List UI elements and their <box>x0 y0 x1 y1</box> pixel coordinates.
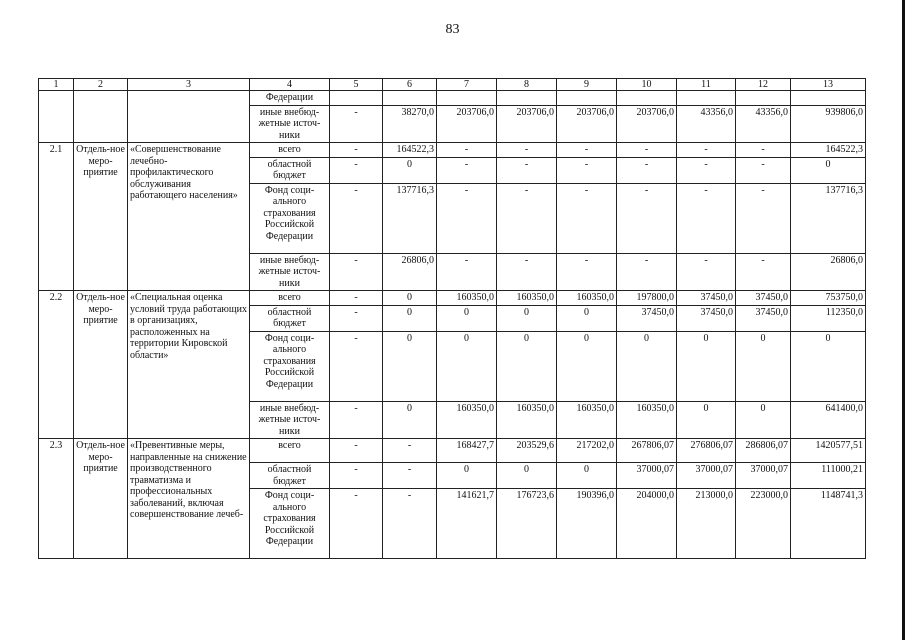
value-cell: 176723,6 <box>497 489 557 559</box>
value-cell: 37450,0 <box>677 291 736 306</box>
header-cell: 8 <box>497 79 557 91</box>
value-cell: 0 <box>557 305 617 331</box>
value-cell: 0 <box>677 401 736 439</box>
value-cell: - <box>330 105 383 143</box>
source-cell: всего <box>250 143 330 158</box>
page-number: 83 <box>445 22 460 37</box>
value-cell: 164522,3 <box>383 143 437 158</box>
value-cell: - <box>736 157 791 183</box>
value-cell: 0 <box>557 463 617 489</box>
header-cell: 12 <box>736 79 791 91</box>
value-cell: 160350,0 <box>497 401 557 439</box>
value-cell: 203706,0 <box>497 105 557 143</box>
value-cell: 111000,21 <box>791 463 866 489</box>
source-cell: Фонд соци-ального страхования Российской Федерации <box>250 331 330 401</box>
value-cell: 26806,0 <box>791 253 866 291</box>
value-cell: - <box>617 143 677 158</box>
value-cell: 753750,0 <box>791 291 866 306</box>
value-cell: - <box>617 253 677 291</box>
value-cell: - <box>437 157 497 183</box>
value-cell: 203706,0 <box>617 105 677 143</box>
value-cell: 0 <box>736 331 791 401</box>
value-cell: 939806,0 <box>791 105 866 143</box>
value-cell: - <box>330 331 383 401</box>
header-cell: 2 <box>74 79 128 91</box>
source-cell: всего <box>250 439 330 463</box>
value-cell: 37450,0 <box>736 291 791 306</box>
value-cell: 197800,0 <box>617 291 677 306</box>
value-cell: 37000,07 <box>736 463 791 489</box>
item-number: 2.1 <box>39 143 74 291</box>
value-cell: - <box>557 183 617 253</box>
item-number: 2.2 <box>39 291 74 439</box>
value-cell: - <box>330 143 383 158</box>
value-cell: - <box>330 401 383 439</box>
header-cell: 11 <box>677 79 736 91</box>
value-cell: 0 <box>437 331 497 401</box>
value-cell: 141621,7 <box>437 489 497 559</box>
value-cell: 190396,0 <box>557 489 617 559</box>
value-cell: - <box>497 253 557 291</box>
value-cell: 112350,0 <box>791 305 866 331</box>
value-cell: - <box>383 439 437 463</box>
value-cell: 43356,0 <box>677 105 736 143</box>
value-cell: 286806,07 <box>736 439 791 463</box>
value-cell: 204000,0 <box>617 489 677 559</box>
source-cell: иные внебюд-жетные источ-ники <box>250 401 330 439</box>
source-cell: всего <box>250 291 330 306</box>
item-type: Отдель-ное меро-приятие <box>74 439 128 559</box>
value-cell: 1420577,51 <box>791 439 866 463</box>
value-cell: 37000,07 <box>677 463 736 489</box>
value-cell: - <box>330 291 383 306</box>
value-cell: - <box>330 183 383 253</box>
value-cell: 43356,0 <box>736 105 791 143</box>
value-cell: 37450,0 <box>617 305 677 331</box>
value-cell: 0 <box>497 305 557 331</box>
value-cell: 26806,0 <box>383 253 437 291</box>
value-cell: 160350,0 <box>617 401 677 439</box>
header-cell: 3 <box>128 79 250 91</box>
value-cell: 0 <box>437 463 497 489</box>
value-cell: 0 <box>383 291 437 306</box>
value-cell: - <box>497 157 557 183</box>
value-cell: 0 <box>383 331 437 401</box>
value-cell: - <box>557 253 617 291</box>
table-row <box>39 291 866 306</box>
value-cell: 203706,0 <box>557 105 617 143</box>
source-cell: Фонд соци-ального страхования Российской Федерации <box>250 183 330 253</box>
value-cell: - <box>557 143 617 158</box>
item-name: «Совершенствование лечебно-профилактического обслуживания работающего населения» <box>128 143 250 291</box>
value-cell: - <box>736 253 791 291</box>
header-cell: 10 <box>617 79 677 91</box>
value-cell: 137716,3 <box>383 183 437 253</box>
source-cell: Федерации <box>250 91 330 106</box>
value-cell: - <box>330 489 383 559</box>
value-cell: 160350,0 <box>557 401 617 439</box>
budget-table <box>38 78 866 559</box>
value-cell: - <box>497 183 557 253</box>
value-cell: - <box>736 183 791 253</box>
value-cell: - <box>330 463 383 489</box>
value-cell: - <box>437 253 497 291</box>
value-cell: 38270,0 <box>383 105 437 143</box>
header-cell: 7 <box>437 79 497 91</box>
value-cell: 203529,6 <box>497 439 557 463</box>
value-cell: - <box>617 183 677 253</box>
value-cell: - <box>330 439 383 463</box>
value-cell: - <box>383 489 437 559</box>
source-cell: иные внебюд-жетные источ-ники <box>250 253 330 291</box>
table-row <box>39 439 866 463</box>
value-cell: - <box>383 463 437 489</box>
value-cell: - <box>617 157 677 183</box>
value-cell: 217202,0 <box>557 439 617 463</box>
source-cell: Фонд соци-ального страхования Российской Федерации <box>250 489 330 559</box>
header-row <box>39 79 866 91</box>
value-cell: 37000,07 <box>617 463 677 489</box>
value-cell: 164522,3 <box>791 143 866 158</box>
source-cell: областной бюджет <box>250 157 330 183</box>
table-row <box>39 143 866 158</box>
value-cell: 0 <box>677 331 736 401</box>
value-cell: 160350,0 <box>497 291 557 306</box>
header-cell: 13 <box>791 79 866 91</box>
table-row <box>39 91 866 106</box>
item-type: Отдель-ное меро-приятие <box>74 291 128 439</box>
source-cell: иные внебюд-жетные источ-ники <box>250 105 330 143</box>
value-cell: - <box>437 183 497 253</box>
header-cell: 9 <box>557 79 617 91</box>
value-cell: 0 <box>736 401 791 439</box>
value-cell: 160350,0 <box>557 291 617 306</box>
value-cell: 641400,0 <box>791 401 866 439</box>
value-cell: 0 <box>437 305 497 331</box>
source-cell: областной бюджет <box>250 463 330 489</box>
value-cell: 168427,7 <box>437 439 497 463</box>
item-type: Отдель-ное меро-приятие <box>74 143 128 291</box>
header-cell: 4 <box>250 79 330 91</box>
header-cell: 6 <box>383 79 437 91</box>
value-cell: - <box>677 253 736 291</box>
value-cell: 213000,0 <box>677 489 736 559</box>
value-cell: 0 <box>791 157 866 183</box>
value-cell: - <box>497 143 557 158</box>
value-cell: 160350,0 <box>437 401 497 439</box>
value-cell: 37450,0 <box>736 305 791 331</box>
value-cell: - <box>677 157 736 183</box>
value-cell: - <box>437 143 497 158</box>
value-cell: 37450,0 <box>677 305 736 331</box>
value-cell: 0 <box>383 157 437 183</box>
value-cell: - <box>677 143 736 158</box>
item-number: 2.3 <box>39 439 74 559</box>
value-cell: 223000,0 <box>736 489 791 559</box>
value-cell: 267806,07 <box>617 439 677 463</box>
source-cell: областной бюджет <box>250 305 330 331</box>
value-cell: 203706,0 <box>437 105 497 143</box>
value-cell: 0 <box>497 331 557 401</box>
item-name: «Специальная оценка условий труда работающих в организациях, расположенных на территории Кировской области» <box>128 291 250 439</box>
value-cell: 1148741,3 <box>791 489 866 559</box>
value-cell: 160350,0 <box>437 291 497 306</box>
value-cell: 0 <box>557 331 617 401</box>
value-cell: 0 <box>383 305 437 331</box>
value-cell: - <box>677 183 736 253</box>
value-cell: - <box>557 157 617 183</box>
item-name: «Превентивные меры, направленные на снижение производственного травматизма и профессиональных заболеваний, включая совершенствование лечеб- <box>128 439 250 559</box>
value-cell: 276806,07 <box>677 439 736 463</box>
value-cell: 0 <box>383 401 437 439</box>
value-cell: 0 <box>497 463 557 489</box>
header-cell: 5 <box>330 79 383 91</box>
value-cell: - <box>330 253 383 291</box>
value-cell: 137716,3 <box>791 183 866 253</box>
value-cell: - <box>330 305 383 331</box>
value-cell: 0 <box>617 331 677 401</box>
value-cell: - <box>330 157 383 183</box>
value-cell: 0 <box>791 331 866 401</box>
value-cell: - <box>736 143 791 158</box>
header-cell: 1 <box>39 79 74 91</box>
